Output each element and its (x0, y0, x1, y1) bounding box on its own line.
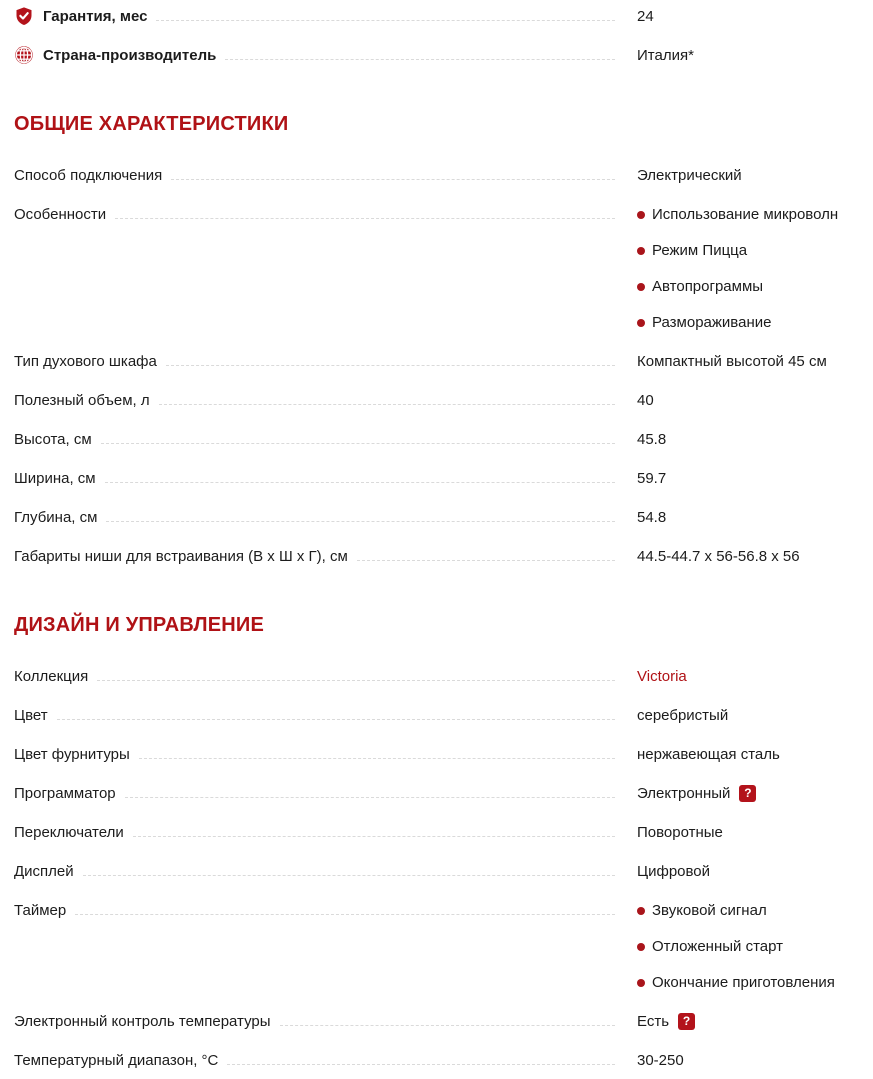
dotted-leader (83, 851, 615, 876)
spec-value (625, 737, 873, 773)
spec-value (625, 344, 873, 380)
spec-value-text: 45.8 (637, 431, 667, 448)
feature-item: Режим Пицца (637, 233, 873, 269)
spec-value: 24 (637, 8, 654, 25)
spec-section (14, 112, 873, 575)
spec-value: Италия* (637, 47, 694, 64)
shield-check-icon (14, 6, 34, 26)
spec-label: Таймер (14, 902, 67, 919)
spec-label: Переключатели (14, 824, 124, 841)
spec-value (625, 776, 873, 812)
spec-value-text: Цифровой (637, 863, 711, 880)
collection-link[interactable]: Victoria (637, 668, 687, 685)
spec-row (14, 851, 873, 890)
spec-label: Программатор (14, 785, 116, 802)
spec-value (625, 422, 873, 458)
dotted-leader (171, 155, 615, 180)
spec-value-text: Поворотные (637, 824, 723, 841)
section-rows (14, 155, 873, 575)
spec-value (625, 1043, 873, 1079)
spec-label: Электронный контроль температуры (14, 1013, 271, 1030)
spec-row (14, 695, 873, 734)
dotted-leader (166, 341, 615, 366)
dotted-leader (75, 890, 615, 915)
dotted-leader (106, 497, 615, 522)
spec-value-text: Электрический (637, 167, 742, 184)
dotted-leader (97, 656, 615, 681)
spec-row (14, 1001, 873, 1040)
spec-label: Цвет (14, 707, 48, 724)
dotted-leader (357, 536, 615, 561)
spec-section (14, 613, 873, 1079)
top-specs (14, 0, 873, 74)
feature-list (637, 893, 873, 1001)
feature-item: Отложенный старт (637, 929, 873, 965)
top-spec-row (14, 0, 873, 35)
spec-row (14, 773, 873, 812)
spec-value-text: 54.8 (637, 509, 667, 526)
spec-label: Глубина, см (14, 509, 98, 526)
spec-label: Полезный объем, л (14, 392, 150, 409)
spec-value (625, 158, 873, 194)
spec-value (625, 500, 873, 536)
spec-value-text: серебристый (637, 707, 729, 724)
section-rows (14, 656, 873, 1079)
spec-value (625, 854, 873, 890)
feature-item: Автопрограммы (637, 269, 873, 305)
spec-label: Страна-производитель (43, 47, 217, 64)
spec-value (625, 659, 873, 695)
spec-row (14, 890, 873, 1001)
spec-label: Гарантия, мес (43, 8, 148, 25)
dotted-leader (139, 734, 615, 759)
dotted-leader (57, 695, 615, 720)
dotted-leader (159, 380, 615, 405)
feature-item: Размораживание (637, 305, 873, 341)
dotted-leader (225, 35, 615, 60)
spec-label: Коллекция (14, 668, 89, 685)
spec-value (625, 1004, 873, 1040)
dotted-leader (105, 458, 615, 483)
spec-row (14, 497, 873, 536)
spec-value-text: 44.5-44.7 x 56-56.8 x 56 (637, 548, 800, 565)
spec-sections (14, 112, 873, 1079)
spec-row (14, 380, 873, 419)
spec-label: Габариты ниши для встраивания (В х Ш х Г), см (14, 548, 348, 565)
spec-value-text: Электронный (637, 785, 731, 802)
spec-value-text: 59.7 (637, 470, 667, 487)
dotted-leader (227, 1040, 615, 1065)
globe-icon (14, 45, 34, 65)
dotted-leader (115, 194, 615, 219)
spec-value (625, 461, 873, 497)
spec-value (625, 539, 873, 575)
dotted-leader (133, 812, 615, 837)
spec-label: Особенности (14, 206, 107, 223)
spec-value-text: 40 (637, 392, 654, 409)
feature-item: Окончание приготовления (637, 965, 873, 1001)
spec-value-text: нержавеющая сталь (637, 746, 780, 763)
section-title: ОБЩИЕ ХАРАКТЕРИСТИКИ (14, 113, 289, 135)
spec-row (14, 155, 873, 194)
spec-label: Высота, см (14, 431, 92, 448)
spec-row (14, 812, 873, 851)
spec-value (625, 815, 873, 851)
feature-item: Звуковой сигнал (637, 893, 873, 929)
feature-item: Использование микроволн (637, 197, 873, 233)
spec-row (14, 1040, 873, 1079)
spec-label: Тип духового шкафа (14, 353, 157, 370)
spec-value (625, 383, 873, 419)
spec-row (14, 194, 873, 341)
dotted-leader (101, 419, 615, 444)
dotted-leader (280, 1001, 615, 1026)
spec-row (14, 458, 873, 497)
spec-row (14, 419, 873, 458)
dotted-leader (125, 773, 615, 798)
spec-value-text: Есть (637, 1013, 670, 1030)
spec-value-text: 30-250 (637, 1052, 684, 1069)
spec-value (625, 893, 873, 1001)
spec-row (14, 656, 873, 695)
top-spec-row (14, 35, 873, 74)
spec-label: Ширина, см (14, 470, 96, 487)
spec-value (625, 698, 873, 734)
spec-value-text: Компактный высотой 45 см (637, 353, 827, 370)
help-icon[interactable]: ? (678, 1013, 695, 1030)
spec-label: Дисплей (14, 863, 74, 880)
spec-label: Цвет фурнитуры (14, 746, 130, 763)
feature-list (637, 197, 873, 341)
spec-value (625, 197, 873, 341)
spec-row (14, 536, 873, 575)
help-icon[interactable]: ? (739, 785, 756, 802)
spec-row (14, 734, 873, 773)
section-title: ДИЗАЙН И УПРАВЛЕНИЕ (14, 614, 265, 636)
spec-label: Способ подключения (14, 167, 163, 184)
spec-row (14, 341, 873, 380)
dotted-leader (156, 0, 615, 21)
spec-label: Температурный диапазон, °С (14, 1052, 219, 1069)
